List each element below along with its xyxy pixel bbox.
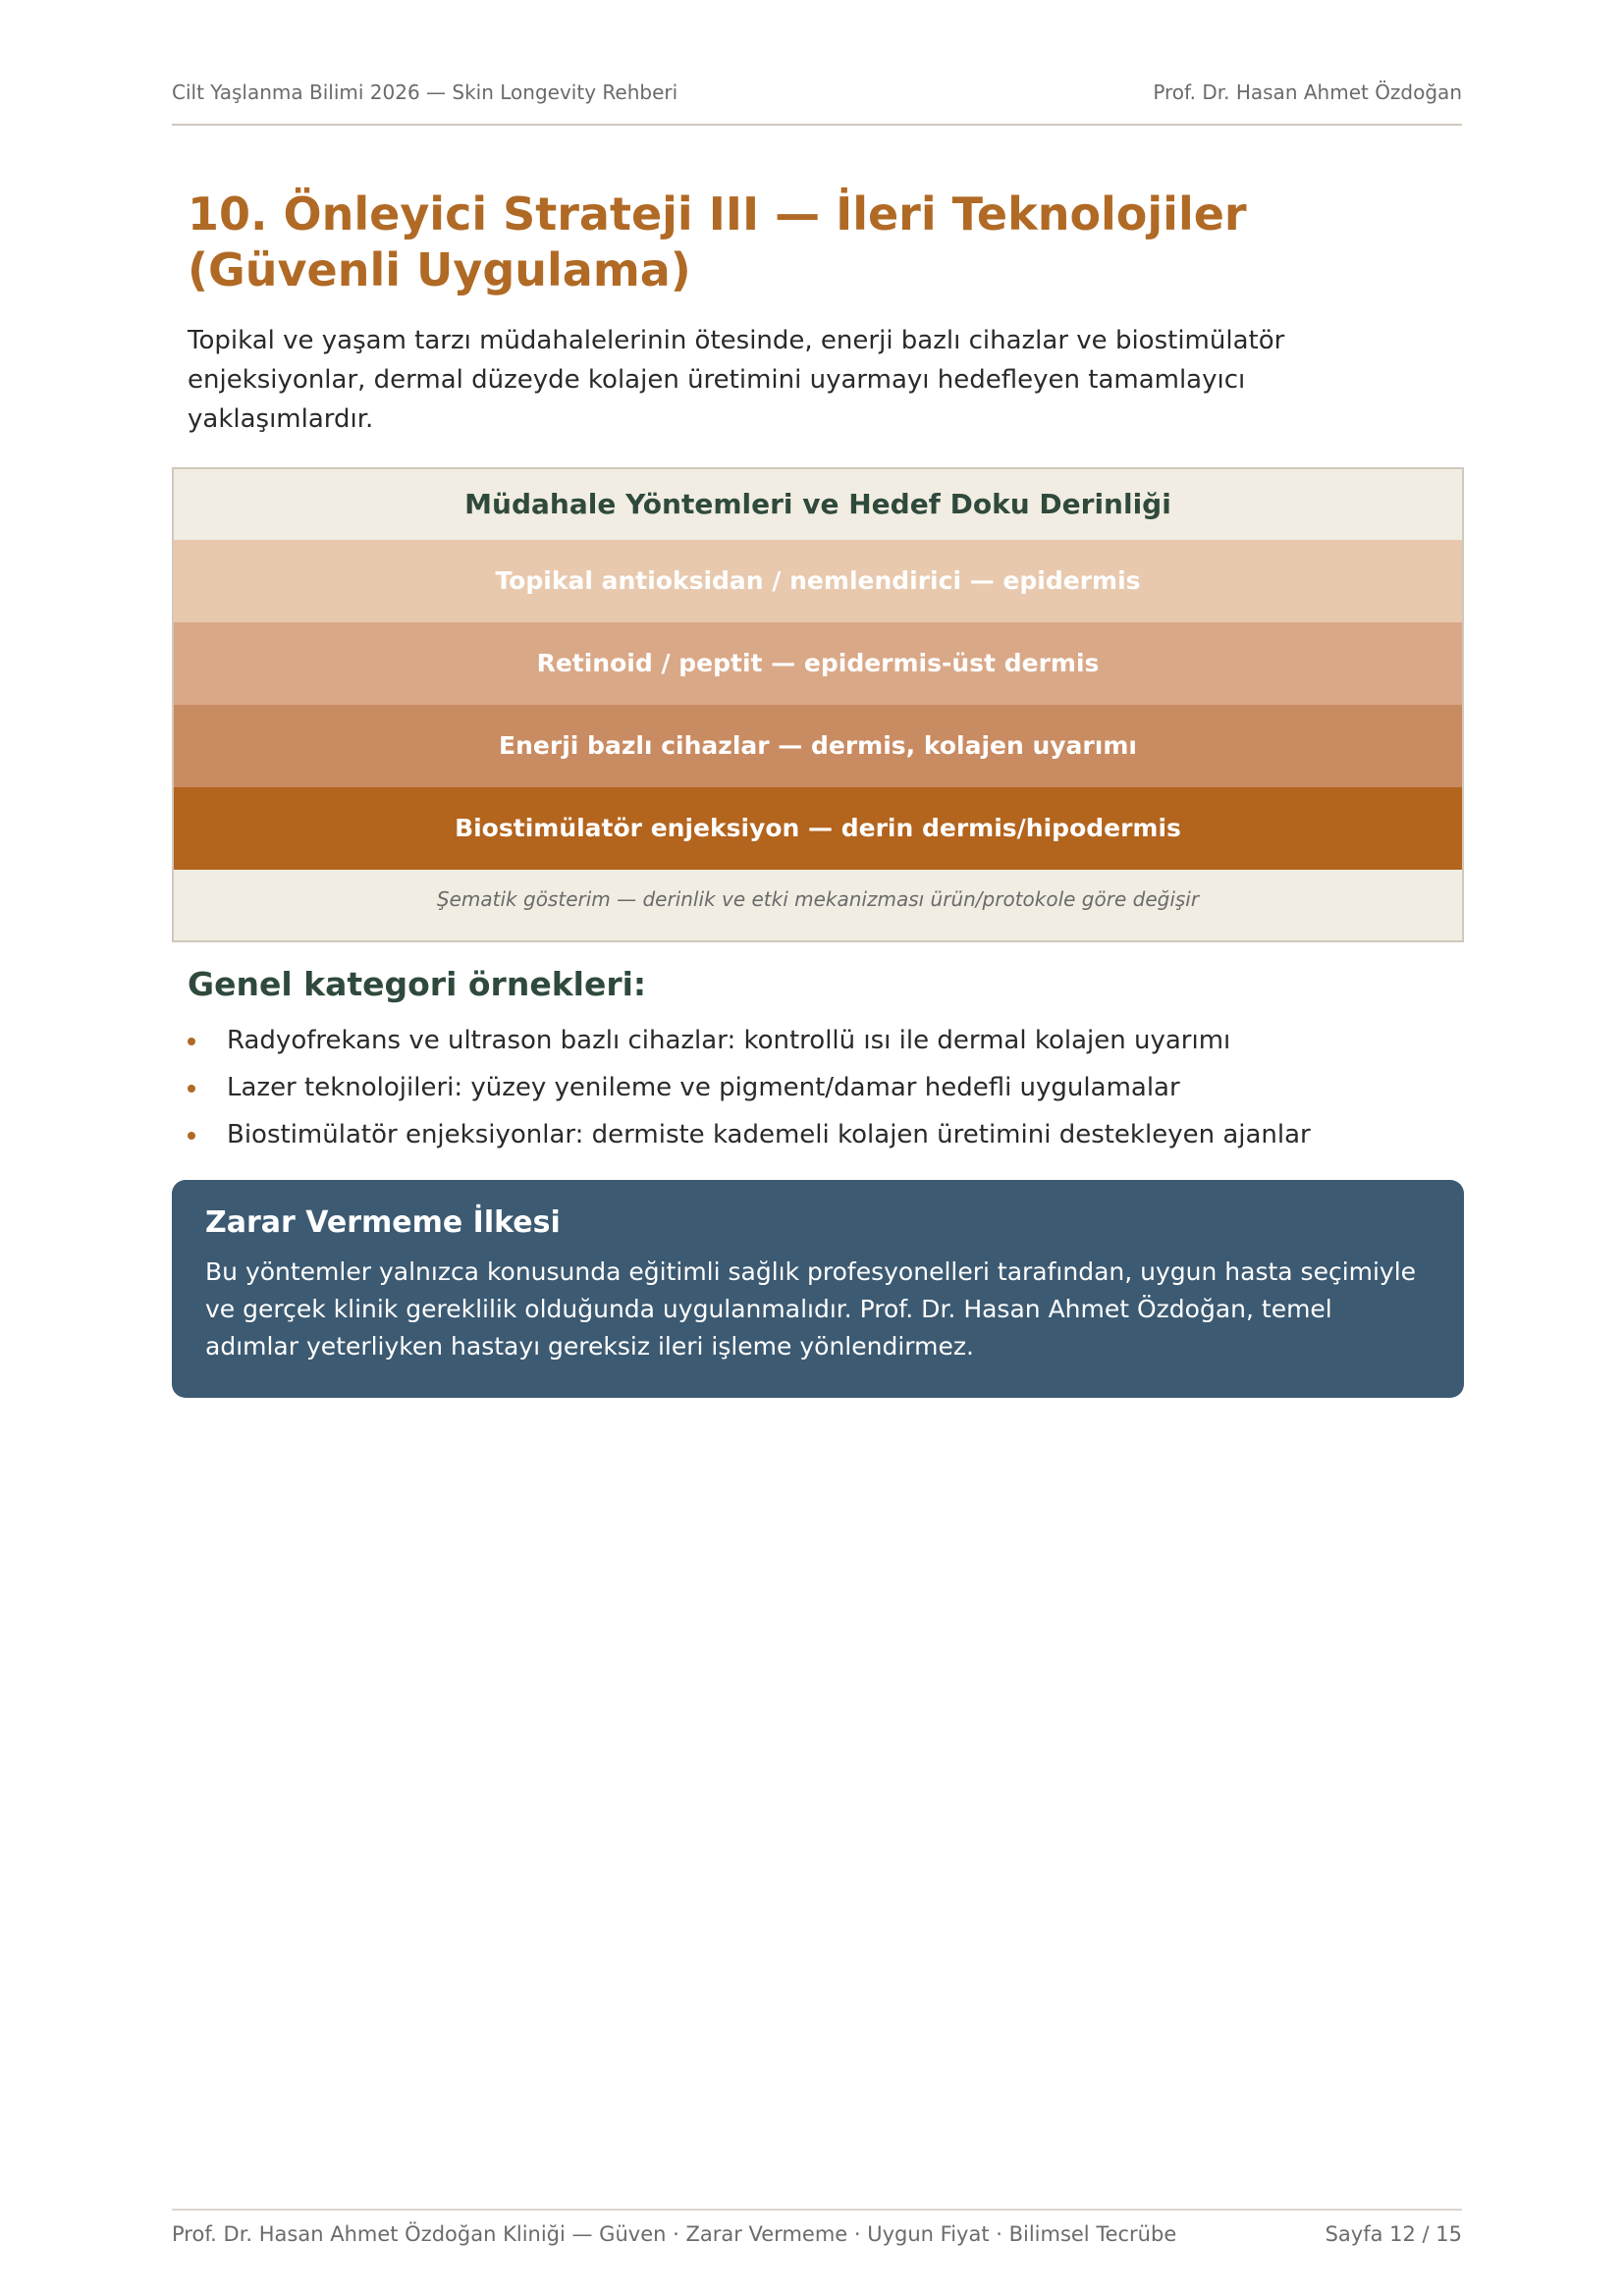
diagram-caption: Şematik gösterim — derinlik ve etki mekanizması ürün/protokole göre değişir (436, 887, 1200, 911)
diagram-layer-energy-devices: Enerji bazlı cihazlar — dermis, kolajen uyarımı (174, 705, 1462, 787)
page-footer (172, 2209, 1462, 2260)
bullet-icon (188, 1132, 195, 1140)
diagram-title: Müdahale Yöntemleri ve Hedef Doku Derinliği (464, 488, 1171, 520)
diagram-layer-retinoid: Retinoid / peptit — epidermis-üst dermis (174, 622, 1462, 705)
bullet-icon (188, 1085, 195, 1093)
page-number: Sayfa 12 / 15 (1325, 2222, 1462, 2246)
intro-paragraph: Topikal ve yaşam tarzı müdahalelerinin ötesinde, enerji bazlı cihazlar ve biostimülatör enjeksiyonlar, dermal düzeyde kolajen üretimini uyarmayı hedefleyen tamamlayıcı yaklaşımlardır. (188, 326, 1285, 434)
header-document-title: Cilt Yaşlanma Bilimi 2026 — Skin Longevity Rehberi (172, 80, 678, 104)
list-item-text: Lazer teknolojileri: yüzey yenileme ve pigment/damar hedefli uygulamalar (227, 1073, 1180, 1102)
page-header (172, 80, 1462, 126)
principle-callout (172, 1180, 1464, 1398)
list-item (188, 1064, 1464, 1111)
examples-list (188, 1017, 1464, 1158)
list-item-text: Biostimülatör enjeksiyonlar: dermiste kademeli kolajen üretimini destekleyen ajanlar (227, 1120, 1311, 1149)
list-item-text: Radyofrekans ve ultrason bazlı cihazlar: kontrollü ısı ile dermal kolajen uyarımı (227, 1026, 1231, 1055)
diagram-layer-topical: Topikal antioksidan / nemlendirici — epidermis (174, 540, 1462, 622)
depth-diagram (172, 467, 1464, 942)
page-title: 10. Önleyici Strateji III — İleri Teknolojiler (Güvenli Uygulama) (188, 187, 1247, 296)
examples-heading: Genel kategori örnekleri: (188, 965, 647, 1003)
diagram-layer-biostimulator: Biostimülatör enjeksiyon — derin dermis/hipodermis (174, 787, 1462, 870)
callout-title: Zarar Vermeme İlkesi (205, 1205, 561, 1240)
bullet-icon (188, 1038, 195, 1045)
list-item (188, 1017, 1464, 1064)
footer-clinic: Prof. Dr. Hasan Ahmet Özdoğan Kliniği — Güven · Zarar Vermeme · Uygun Fiyat · Bilimsel Tecrübe (172, 2222, 1177, 2246)
callout-text: Bu yöntemler yalnızca konusunda eğitimli sağlık profesyonelleri tarafından, uygun hasta seçimiyle ve gerçek klinik gereklilik olduğunda uygulanmalıdır. Prof. Dr. Hasan Ahmet Özdoğan, temel adımlar yeterliyken hastayı gereksiz ileri işleme yönlendirmez. (205, 1257, 1417, 1361)
list-item (188, 1111, 1464, 1158)
header-author: Prof. Dr. Hasan Ahmet Özdoğan (1153, 80, 1462, 104)
